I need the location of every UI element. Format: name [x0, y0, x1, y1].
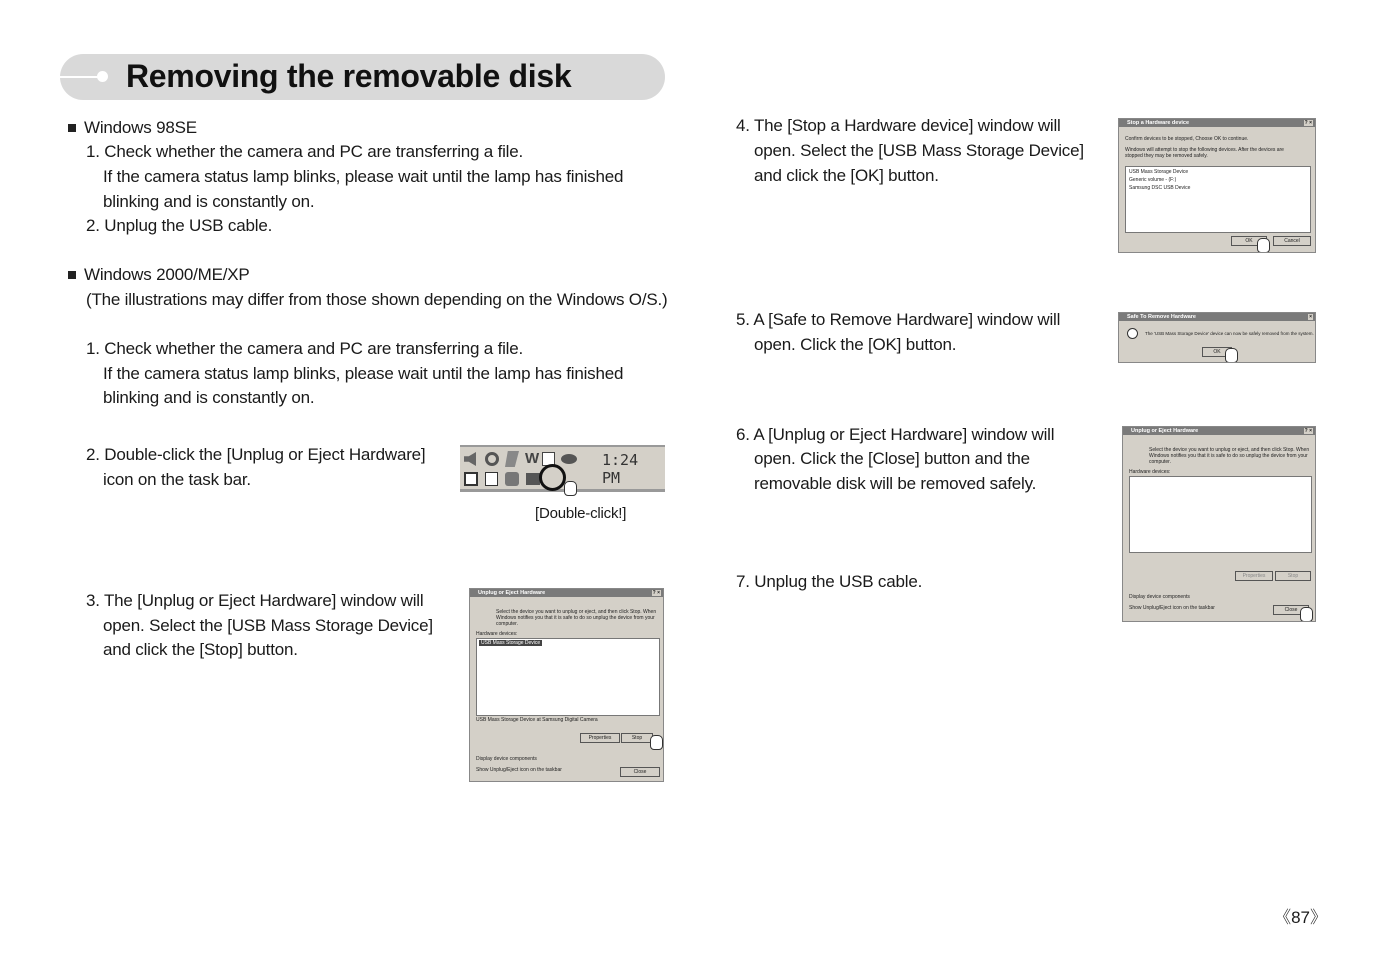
win2k-note: (The illustrations may differ from those shown depending on the Windows O/S.) [86, 290, 668, 309]
step3-line1: 3. The [Unplug or Eject Hardware] window will [86, 591, 424, 610]
tool-icon [505, 451, 519, 467]
window-titlebar: Unplug or Eject Hardware ? × [470, 589, 663, 597]
hardware-device-list[interactable] [1129, 476, 1312, 553]
stop-hardware-window-step4: Stop a Hardware device ? × Confirm devices to be stopped, Choose OK to continue. Windows will attempt to stop the following devices. After the devices are stopped they may be removed safely. USB Mass Storage Device Generic volume - (F:) Samsung DSC USB Device OK Cancel [1118, 118, 1316, 253]
pointer-hand-icon [650, 735, 663, 750]
banner-dot [97, 71, 108, 82]
step3-line2: open. Select the [USB Mass Storage Device] [103, 616, 433, 635]
stop-button[interactable]: Stop [621, 733, 653, 743]
close-button[interactable]: Close [620, 767, 660, 777]
properties-button[interactable]: Properties [1235, 571, 1273, 581]
safe-remove-window-step5: Safe To Remove Hardware × The 'USB Mass Storage Device' device can now be safely removed from the system. OK [1118, 312, 1316, 363]
checkbox-display-components[interactable]: Display device components [1129, 594, 1190, 600]
square-bullet-icon [68, 124, 76, 132]
unplug-eject-window-step3: Unplug or Eject Hardware ? × Select the device you want to unplug or eject, and then click Stop. When Windows notifies you that it is safe to do so unplug the device from your computer. Hardware devices: USB Mass Storage Device USB Mass Storage Device at Samsung Digital Camera Properties Stop Display device components Show Unplug/Eject icon on the taskbar Close [469, 588, 664, 782]
ok-button[interactable]: OK [1231, 236, 1267, 246]
device-tree[interactable] [1125, 166, 1311, 233]
win98-heading: Windows 98SE [68, 116, 197, 141]
step3-line3: and click the [Stop] button. [103, 640, 298, 659]
help-close-icon[interactable]: ? × [1304, 120, 1312, 126]
window-titlebar: Stop a Hardware device ? × [1119, 119, 1315, 127]
unplug-eject-window-step6: Unplug or Eject Hardware ? × Select the device you want to unplug or eject, and then click Stop. When Windows notifies you that it is safe to do so unplug the device from your computer. Hardware devices: Properties Stop Display device components Show Unplug/Eject icon on the taskbar Close [1122, 426, 1316, 622]
speaker-icon [464, 452, 476, 466]
win98-step1-line3: blinking and is constantly on. [103, 192, 315, 211]
win98-step2: 2. Unplug the USB cable. [86, 216, 273, 235]
checkbox-show-icon[interactable]: Show Unplug/Eject icon on the taskbar [1129, 605, 1215, 611]
notepad-icon [485, 472, 498, 486]
step6-line2: open. Click the [Close] button and the [754, 449, 1030, 468]
sync-icon [485, 452, 499, 466]
step4-line3: and click the [OK] button. [754, 166, 939, 185]
step5-line1: 5. A [Safe to Remove Hardware] window will [736, 310, 1061, 329]
help-close-icon[interactable]: ? × [652, 590, 660, 596]
generic-volume-item[interactable]: Generic volume - (F:) [1129, 177, 1177, 183]
step6-line3: removable disk will be removed safely. [754, 474, 1037, 493]
taskbar-clock: 1:24 PM [602, 451, 639, 487]
usb-mass-storage-item[interactable]: USB Mass Storage Device [1129, 169, 1189, 175]
properties-button[interactable]: Properties [580, 733, 620, 743]
double-click-caption: [Double-click!] [535, 505, 627, 522]
checkbox-show-icon[interactable]: Show Unplug/Eject icon on the taskbar [476, 767, 562, 773]
monitor-icon [464, 472, 478, 486]
win2k-heading: Windows 2000/ME/XP [68, 263, 250, 288]
window-titlebar: Unplug or Eject Hardware ? × [1123, 427, 1315, 435]
hardware-device-list[interactable] [476, 638, 660, 716]
stop-button[interactable]: Stop [1275, 571, 1311, 581]
step7: 7. Unplug the USB cable. [736, 572, 923, 591]
close-icon[interactable]: × [1309, 314, 1312, 320]
w-icon: W [525, 450, 540, 467]
pointer-hand-icon [1257, 238, 1270, 253]
step2-line2: icon on the task bar. [103, 470, 251, 489]
help-close-icon[interactable]: ? × [1304, 428, 1312, 434]
ok-button[interactable]: OK [1202, 347, 1232, 357]
usb-mass-storage-item[interactable]: USB Mass Storage Device [481, 640, 541, 646]
info-icon [1127, 328, 1138, 339]
step1-line3: blinking and is constantly on. [103, 388, 315, 407]
page-title: Removing the removable disk [126, 58, 572, 94]
step4-line2: open. Select the [USB Mass Storage Device] [754, 141, 1084, 160]
win98-step1-line1: 1. Check whether the camera and PC are transferring a file. [86, 142, 524, 161]
step2-line1: 2. Double-click the [Unplug or Eject Hardware] [86, 445, 426, 464]
unplug-eject-icon[interactable] [539, 464, 566, 491]
close-button[interactable]: Close [1273, 605, 1309, 615]
samsung-dsc-item[interactable]: Samsung DSC USB Device [1129, 185, 1191, 191]
network-icon [505, 472, 519, 486]
taskbar-screenshot [460, 445, 665, 492]
square-bullet-icon [68, 271, 76, 279]
step4-line1: 4. The [Stop a Hardware device] window will [736, 116, 1061, 135]
card-icon [526, 473, 540, 485]
page-number: 《87》 [1274, 908, 1327, 927]
step1-line1: 1. Check whether the camera and PC are transferring a file. [86, 339, 524, 358]
step1-line2: If the camera status lamp blinks, please wait until the lamp has finished [103, 364, 624, 383]
pointer-hand-icon [1225, 348, 1238, 363]
pointer-hand-icon [1300, 607, 1313, 622]
window-titlebar: Safe To Remove Hardware × [1119, 313, 1315, 321]
checkbox-display-components[interactable]: Display device components [476, 756, 537, 762]
step5-line2: open. Click the [OK] button. [754, 335, 957, 354]
step6-line1: 6. A [Unplug or Eject Hardware] window will [736, 425, 1055, 444]
cancel-button[interactable]: Cancel [1273, 236, 1311, 246]
pointer-hand-icon [564, 481, 577, 496]
eye-icon [561, 454, 577, 464]
win98-step1-line2: If the camera status lamp blinks, please wait until the lamp has finished [103, 167, 624, 186]
